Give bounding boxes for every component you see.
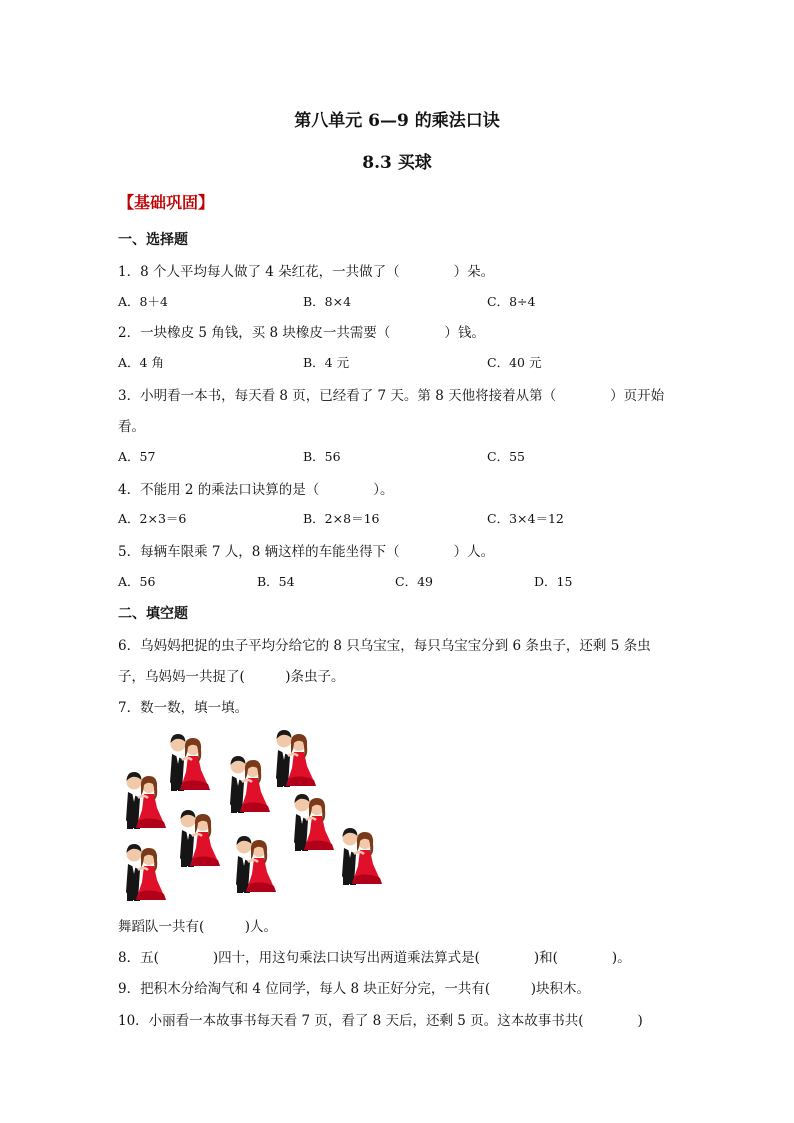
q5-option-b: B．54	[257, 574, 295, 589]
dancing-couple-6	[286, 790, 336, 852]
dancing-couple-5	[172, 806, 222, 868]
question-3-line2: 看。	[118, 419, 145, 435]
q2-option-b: B．4 元	[303, 355, 350, 370]
dancers-illustration	[118, 724, 388, 902]
question-10: 10．小丽看一本故事书每天看 7 页，看了 8 天后，还剩 5 页。这本故事书共( )	[118, 1013, 643, 1029]
q1-option-b: B．8×4	[303, 294, 352, 309]
question-1: 1．8 个人平均每人做了 4 朵红花，一共做了（ ）朵。	[118, 264, 495, 280]
q3-option-b: B．56	[303, 449, 341, 464]
q5-option-a: A．56	[118, 574, 156, 589]
question-3-line1: 3．小明看一本书，每天看 8 页，已经看了 7 天。第 8 天他将接着从第（ ）页开始	[118, 388, 665, 404]
question-2: 2．一块橡皮 5 角钱，买 8 块橡皮一共需要（ ）钱。	[118, 325, 485, 341]
q4-option-a: A．2×3＝6	[118, 511, 187, 526]
q3-option-c: C．55	[487, 449, 525, 464]
dancing-couple-8	[228, 832, 278, 894]
page-subtitle: 8.3 买球	[362, 153, 432, 173]
q5-option-d: D．15	[534, 574, 573, 589]
dancing-couple-4	[118, 768, 168, 830]
page-title: 第八单元 6—9 的乘法口诀	[294, 111, 500, 131]
dancing-couple-1	[162, 730, 212, 792]
question-8: 8．五( )四十，用这句乘法口诀写出两道乘法算式是( )和( )。	[118, 950, 631, 966]
q2-option-a: A．4 角	[118, 355, 164, 370]
q4-option-b: B．2×8＝16	[303, 511, 380, 526]
q3-option-a: A．57	[118, 449, 156, 464]
question-6-line1: 6．乌妈妈把捉的虫子平均分给它的 8 只乌宝宝，每只乌宝宝分到 6 条虫子，还剩 5 条虫	[118, 638, 651, 654]
question-6-line2: 子，乌妈妈一共捉了( )条虫子。	[118, 669, 345, 685]
dancing-couple-9	[334, 824, 384, 886]
dancing-couple-2	[268, 726, 318, 788]
part2-heading: 二、填空题	[118, 606, 188, 622]
part1-heading: 一、选择题	[118, 232, 188, 248]
question-7: 7．数一数，填一填。	[118, 700, 249, 716]
question-7-answer: 舞蹈队一共有( )人。	[118, 919, 278, 935]
dancing-couple-7	[118, 840, 168, 902]
question-4: 4．不能用 2 的乘法口诀算的是（ ）。	[118, 482, 394, 498]
dancing-couple-3	[222, 752, 272, 814]
section-tag: 【基础巩固】	[118, 193, 215, 212]
q2-option-c: C．40 元	[487, 355, 542, 370]
question-9: 9．把积木分给淘气和 4 位同学，每人 8 块正好分完，一共有( )块积木。	[118, 981, 590, 997]
q4-option-c: C．3×4＝12	[487, 511, 564, 526]
question-5: 5．每辆车限乘 7 人，8 辆这样的车能坐得下（ ）人。	[118, 544, 495, 560]
q1-option-a: A．8＋4	[118, 294, 168, 309]
q1-option-c: C．8÷4	[487, 294, 536, 309]
q5-option-c: C．49	[395, 574, 433, 589]
